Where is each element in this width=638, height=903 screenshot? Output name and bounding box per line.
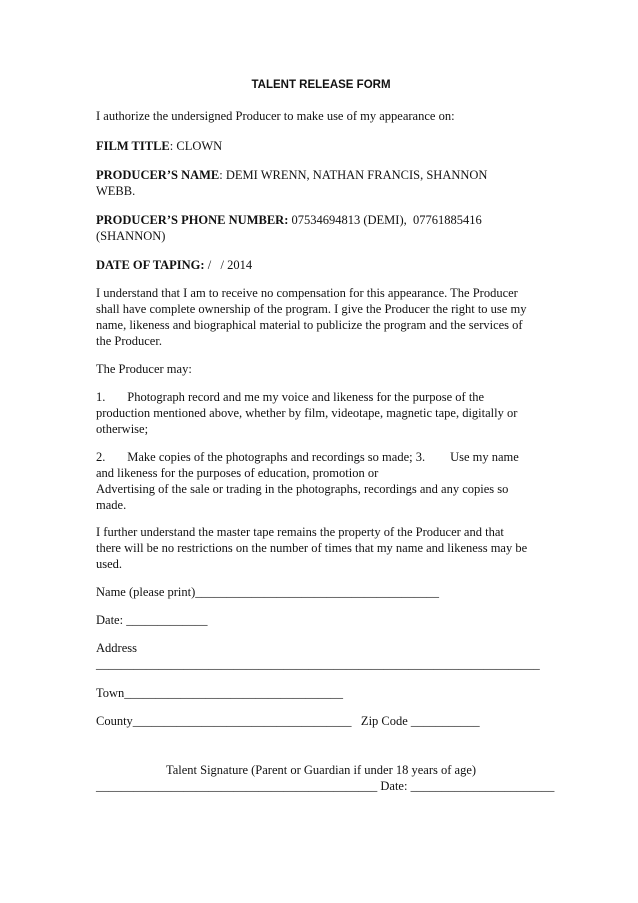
producers-name-sep: :: [219, 168, 226, 182]
signature-caption: Talent Signature (Parent or Guardian if under 18 years of age): [165, 763, 477, 777]
paragraph-1-line: the Producer.: [96, 334, 162, 348]
producers-phone-label: PRODUCER’S PHONE NUMBER:: [96, 213, 289, 227]
item-2-line: made.: [96, 498, 127, 512]
form-title: TALENT RELEASE FORM: [251, 79, 391, 91]
producers-name-value-cont: WEBB.: [96, 184, 136, 198]
item-1-line: otherwise;: [96, 422, 149, 436]
film-title-label: FILM TITLE: [96, 139, 170, 153]
date-field[interactable]: Date: _____________: [96, 613, 208, 627]
paragraph-2-line: there will be no restrictions on the number of times that my name and likeness may be: [96, 541, 528, 555]
date-of-taping-label: DATE OF TAPING:: [96, 258, 205, 272]
film-title-row: [96, 138, 222, 154]
paragraph-1-line: I understand that I am to receive no compensation for this appearance. The Producer: [96, 286, 518, 300]
producer-may-text: The Producer may:: [96, 362, 192, 376]
paragraph-2-line: I further understand the master tape remains the property of the Producer and that: [96, 525, 504, 539]
producers-phone-row: [96, 212, 482, 228]
film-title-sep: :: [169, 139, 177, 153]
producers-phone-value-cont: (SHANNON): [96, 229, 166, 243]
item-1-line: production mentioned above, whether by film, videotape, magnetic tape, digitally or: [96, 406, 518, 420]
item-1-line: 1. Photograph record and me my voice and likeness for the purpose of the: [96, 390, 485, 404]
signature-date-field[interactable]: _____________________________________________ Date: _______________________: [96, 779, 555, 793]
producers-name-label: PRODUCER’S NAME: [96, 168, 220, 182]
address-label: Address: [96, 641, 137, 655]
address-field[interactable]: _______________________________________________________________________: [96, 657, 540, 671]
producers-phone-value: 07534694813 (DEMI), 07761885416: [288, 213, 482, 227]
paragraph-1-line: name, likeness and biographical material to publicize the program and the services of: [96, 318, 523, 332]
town-field[interactable]: Town___________________________________: [96, 686, 344, 700]
film-title-value: CLOWN: [176, 139, 223, 153]
name-field[interactable]: Name (please print)_______________________________________: [96, 585, 440, 599]
item-2-line: Advertising of the sale or trading in the photographs, recordings and any copies so: [96, 482, 509, 496]
item-2-line: and likeness for the purposes of education, promotion or: [96, 466, 379, 480]
producers-name-value: DEMI WRENN, NATHAN FRANCIS, SHANNON: [225, 168, 488, 182]
paragraph-2-line: used.: [96, 557, 123, 571]
item-2-line: 2. Make copies of the photographs and recordings so made; 3. Use my name: [96, 450, 519, 464]
producers-name-row: [96, 167, 487, 183]
paragraph-1-line: shall have complete ownership of the program. I give the Producer the right to use my: [96, 302, 527, 316]
county-zip-field[interactable]: County___________________________________ Zip Code ___________: [96, 714, 480, 728]
date-of-taping-value: / / 2014: [204, 258, 253, 272]
date-of-taping-row: [96, 257, 252, 273]
intro-text: I authorize the undersigned Producer to make use of my appearance on:: [96, 109, 455, 123]
